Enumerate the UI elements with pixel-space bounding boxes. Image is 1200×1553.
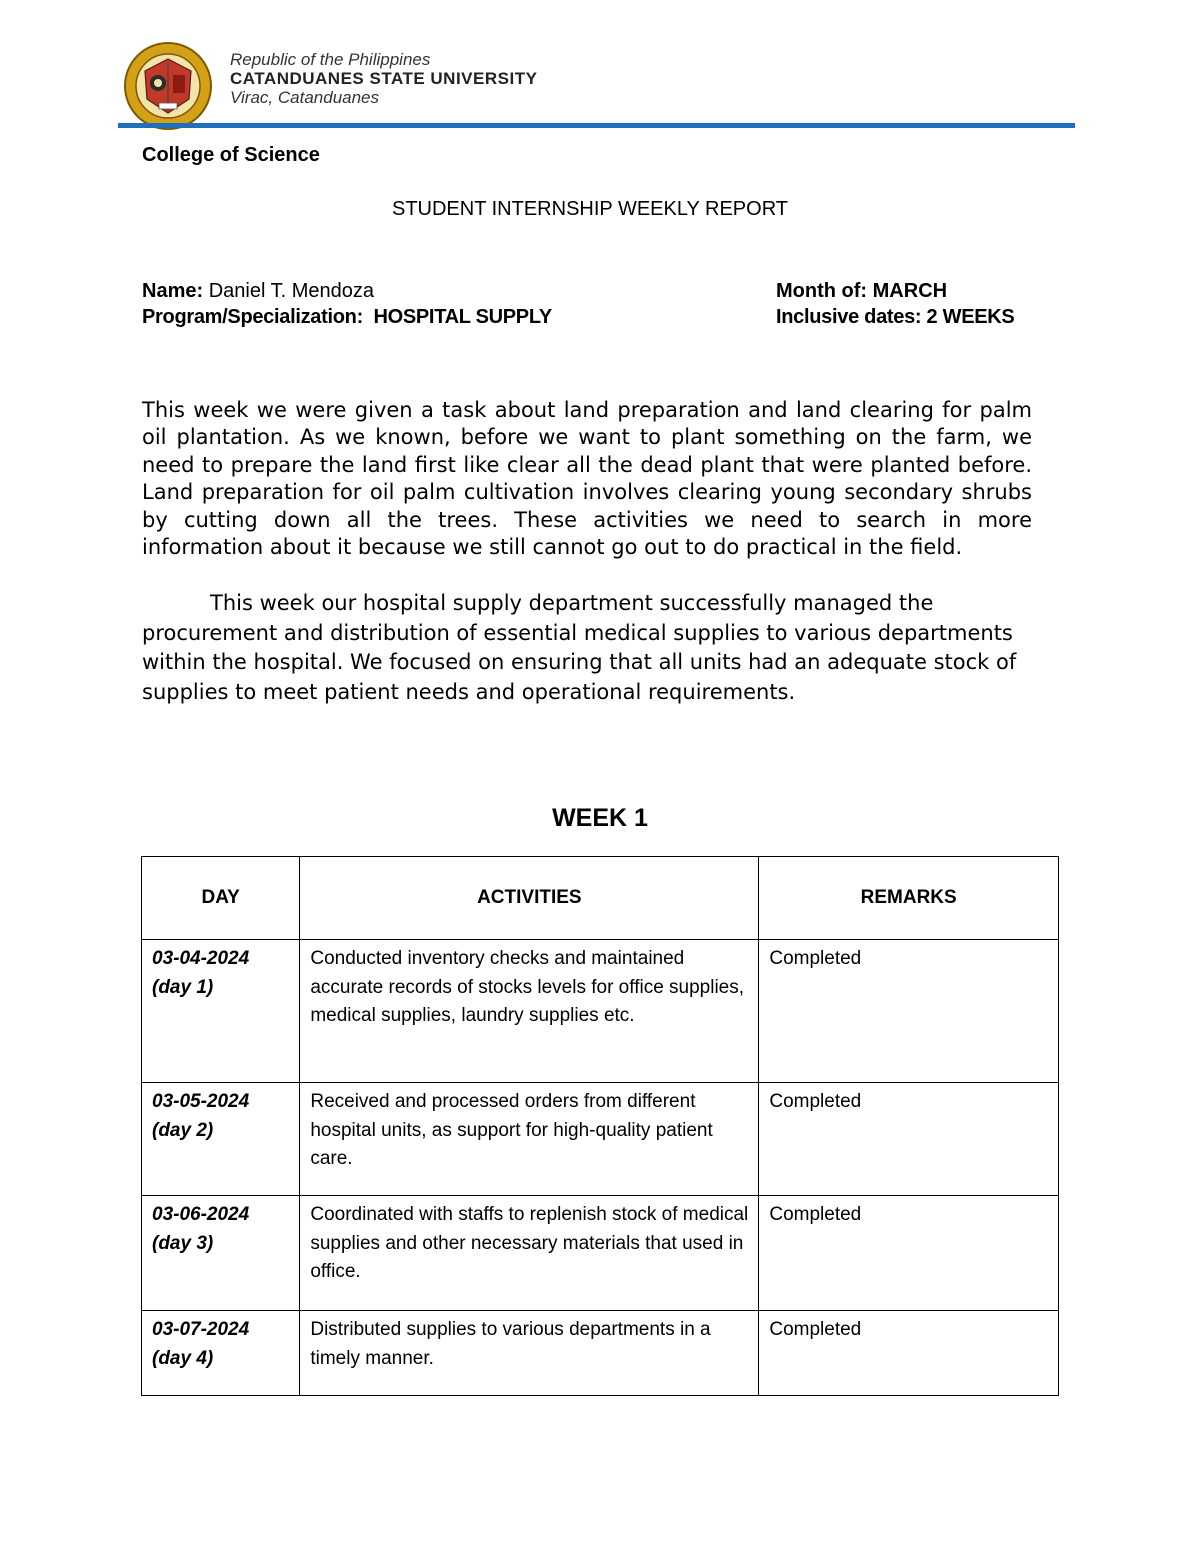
program-label: Program/Specialization: [142, 306, 363, 328]
table-row [142, 1083, 1059, 1196]
day-number: (day 3) [152, 1232, 214, 1254]
month-label: Month of: [776, 280, 868, 302]
activity-cell: Received and processed orders from different hospital units, as support for high-quality patient care. [300, 1083, 759, 1196]
name-label: Name [142, 280, 197, 302]
day-cell [142, 1311, 300, 1396]
report-paragraph-1: This week we were given a task about land preparation and land clearing for palm oil plantation. As we known, before we want to plant something on the farm, we need to prepare the land first like clear all the dead plant that were planted before. Land preparation for oil palm cultivation involves clearing young secondary shrubs by cutting down all the trees. These activities we need to search in more information about it because we still cannot go out to do practical in the field. [142, 398, 1032, 560]
university-name: CATANDUANES STATE UNIVERSITY [230, 69, 538, 88]
header-activities: ACTIVITIES [300, 857, 759, 940]
dates-value: 2 WEEKS [926, 306, 1015, 328]
letterhead [120, 38, 1075, 128]
university-seal-logo [123, 41, 213, 131]
table-header-row [142, 857, 1059, 940]
activity-cell: Conducted inventory checks and maintained accurate records of stocks levels for office supplies, medical supplies, laundry supplies etc. [300, 940, 759, 1083]
day-cell [142, 1083, 300, 1196]
letterhead-text [230, 50, 537, 107]
location-line: Virac, Catanduanes [230, 88, 380, 107]
header-day: DAY [142, 857, 300, 940]
activity-cell: Coordinated with staffs to replenish stock of medical supplies and other necessary materials that used in office. [300, 1196, 759, 1311]
dates-field [776, 306, 1014, 329]
header-rule [118, 123, 1075, 128]
table-row [142, 1196, 1059, 1311]
name-field [142, 280, 374, 303]
activity-cell: Distributed supplies to various departments in a timely manner. [300, 1311, 759, 1396]
name-colon: : [196, 280, 204, 302]
remarks-cell: Completed [759, 1083, 1059, 1196]
month-field [776, 280, 947, 303]
day-number: (day 4) [152, 1347, 214, 1369]
remarks-cell: Completed [759, 1196, 1059, 1311]
day-date: 03-04-2024 [152, 948, 250, 969]
activities-table [141, 856, 1059, 1396]
table-row [142, 940, 1059, 1083]
day-cell [142, 1196, 300, 1311]
republic-line: Republic of the Philippines [230, 50, 431, 69]
day-cell [142, 940, 300, 1083]
report-title: STUDENT INTERNSHIP WEEKLY REPORT [391, 198, 788, 220]
remarks-cell: Completed [759, 1311, 1059, 1396]
program-field [142, 306, 552, 329]
day-number: (day 1) [152, 976, 214, 998]
day-date: 03-05-2024 [152, 1091, 250, 1112]
month-value: MARCH [872, 280, 948, 302]
week-title: WEEK 1 [552, 804, 648, 832]
header-remarks: REMARKS [759, 857, 1059, 940]
report-paragraph-2: This week our hospital supply department successfully managed the procurement and distribution of essential medical supplies to various departments within the hospital. We focused on ensuring that all units had an adequate stock of supplies to meet patient needs and operational requirements. [142, 591, 1017, 704]
day-date: 03-07-2024 [152, 1319, 250, 1340]
college-name: College of Science [142, 144, 320, 166]
remarks-cell: Completed [759, 940, 1059, 1083]
name-value: Daniel T. Mendoza [208, 280, 375, 302]
dates-label: Inclusive dates: [776, 306, 922, 328]
table-row [142, 1311, 1059, 1396]
day-date: 03-06-2024 [152, 1204, 250, 1225]
day-number: (day 2) [152, 1119, 214, 1141]
program-value: HOSPITAL SUPPLY [373, 306, 552, 328]
